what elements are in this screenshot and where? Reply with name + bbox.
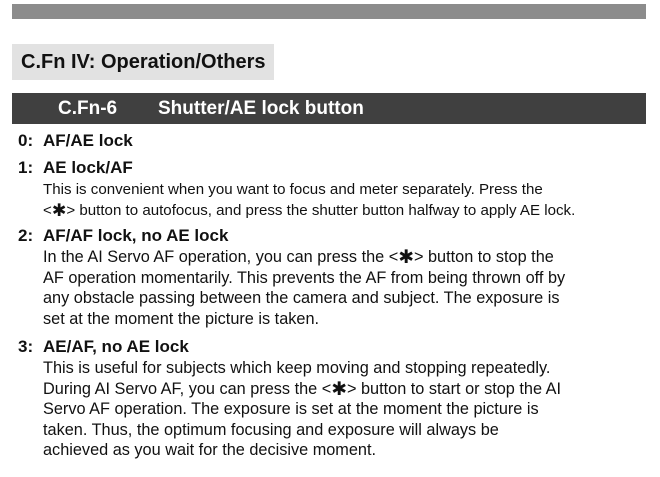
description-line [43, 379, 650, 400]
option-title: AF/AE lock [43, 131, 133, 150]
af-on-star-icon: ✱ [51, 200, 67, 220]
description-line [43, 247, 650, 268]
setting-option-0 [18, 130, 650, 152]
option-title: AE lock/AF [43, 158, 133, 177]
section-title: C.Fn IV: Operation/Others [12, 44, 274, 80]
option-number: 2: [18, 226, 34, 245]
option-number: 0: [18, 131, 34, 150]
option-description [43, 179, 650, 221]
description-line: This is convenient when you want to focus and meter separately. Press the [43, 181, 543, 198]
option-number: 3: [18, 337, 34, 356]
page-top-bar [12, 4, 646, 19]
description-line: Servo AF operation. The exposure is set at the moment the picture is [43, 400, 539, 418]
option-heading [18, 336, 650, 358]
option-heading [18, 130, 650, 152]
option-title: AF/AF lock, no AE lock [43, 226, 229, 245]
option-heading [18, 225, 650, 247]
custom-function-name: Shutter/AE lock button [158, 98, 364, 119]
option-title: AE/AF, no AE lock [43, 337, 189, 356]
text-segment: During AI Servo AF, you can press the < [43, 379, 332, 398]
option-description [43, 358, 650, 461]
text-segment: > button to stop the [413, 248, 554, 266]
description-line: achieved as you wait for the decisive moment. [43, 441, 377, 459]
text-segment: < [43, 202, 52, 219]
custom-function-header [12, 93, 646, 124]
option-heading [18, 157, 650, 179]
description-line [43, 200, 650, 221]
text-segment: > button to autofocus, and press the shutter button halfway to apply AE lock. [66, 202, 576, 219]
option-description [43, 247, 650, 329]
description-line: AF operation momentarily. This prevents the AF from being thrown off by [43, 268, 566, 287]
description-line: set at the moment the picture is taken. [43, 309, 320, 328]
af-on-star-icon: ✱ [331, 377, 347, 399]
af-on-star-icon: ✱ [398, 246, 414, 267]
description-line: taken. Thus, the optimum focusing and exposure will always be [43, 420, 499, 439]
setting-option-2 [18, 225, 650, 329]
custom-function-number: C.Fn-6 [58, 98, 118, 119]
text-segment: > button to start or stop the AI [346, 379, 562, 398]
setting-option-1 [18, 157, 650, 221]
setting-option-3 [18, 336, 650, 461]
text-segment: In the AI Servo AF operation, you can press the < [43, 248, 399, 266]
description-line: any obstacle passing between the camera and subject. The exposure is [43, 289, 560, 307]
option-number: 1: [18, 158, 34, 177]
description-line: This is useful for subjects which keep moving and stopping repeatedly. [43, 359, 551, 377]
